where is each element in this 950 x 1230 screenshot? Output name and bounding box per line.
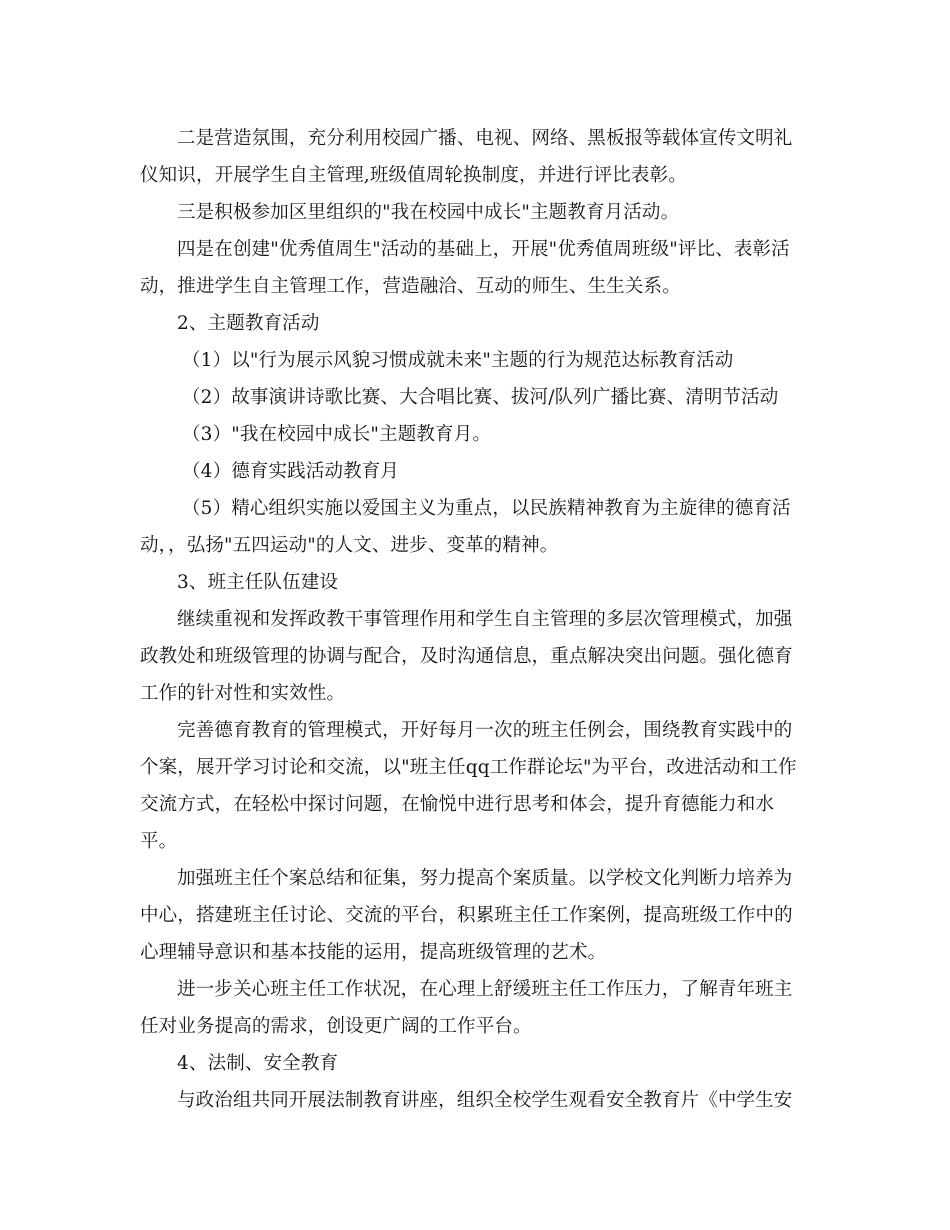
list-item: （4）德育实践活动教育月 [182,461,400,482]
paragraph-line: 仪知识，开展学生自主管理,班级值周轮换制度，并进行评比表彰。 [140,165,687,186]
paragraph-line: 交流方式，在轻松中探讨问题，在愉悦中进行思考和体会，提升育德能力和水 [140,794,775,815]
paragraph-line: 继续重视和发挥政教干事管理作用和学生自主管理的多层次管理模式，加强 [177,609,793,630]
document-body [140,120,808,1119]
paragraph-line: 个案，展开学习讨论和交流，以"班主任qq工作群论坛"为平台，改进活动和工作 [140,757,797,778]
paragraph-line: 进一步关心班主任工作状况，在心理上舒缓班主任工作压力，了解青年班主 [177,979,793,1000]
paragraph-line: 任对业务提高的需求，创设更广阔的工作平台。 [140,1016,532,1037]
paragraph-line: 四是在创建"优秀值周生"活动的基础上，开展"优秀值周班级"评比、表彰活 [177,239,790,260]
paragraph-line: 三是积极参加区里组织的"我在校园中成长"主题教育月活动。 [177,202,680,223]
list-item: （2）故事演讲诗歌比赛、大合唱比赛、拔河/队列广播比赛、清明节活动 [182,387,779,408]
list-item: （1）以"行为展示风貌习惯成就未来"主题的行为规范达标教育活动 [182,350,734,371]
paragraph-line: 心理辅导意识和基本技能的运用，提高班级管理的艺术。 [140,942,607,963]
paragraph-line: 动，，弘扬"五四运动"的人文、进步、变革的精神。 [140,535,559,556]
list-item: （5）精心组织实施以爱国主义为重点，以民族精神教育为主旋律的德育活 [182,498,791,519]
section-heading: 2、主题教育活动 [177,313,320,334]
paragraph-line: 与政治组共同开展法制教育讲座，组织全校学生观看安全教育片《中学生安 [177,1090,793,1111]
section-heading: 4、法制、安全教育 [177,1053,339,1074]
paragraph-line: 加强班主任个案总结和征集，努力提高个案质量。以学校文化判断力培养为 [177,868,793,889]
paragraph-line: 工作的针对性和实效性。 [140,683,346,704]
paragraph-line: 中心，搭建班主任讨论、交流的平台，积累班主任工作案例，提高班级工作中的 [140,905,793,926]
paragraph-line: 完善德育教育的管理模式，开好每月一次的班主任例会，围绕教育实践中的 [177,720,793,741]
paragraph-line: 二是营造氛围，充分利用校园广播、电视、网络、黑板报等载体宣传文明礼 [177,128,793,149]
paragraph-line: 动，推进学生自主管理工作，营造融洽、互动的师生、生生关系。 [140,276,681,297]
list-item: （3）"我在校园中成长"主题教育月。 [182,424,491,445]
section-heading: 3、班主任队伍建设 [177,572,339,593]
paragraph-line: 平。 [140,831,178,852]
paragraph-line: 政教处和班级管理的协调与配合，及时沟通信息，重点解决突出问题。强化德育 [140,646,793,667]
